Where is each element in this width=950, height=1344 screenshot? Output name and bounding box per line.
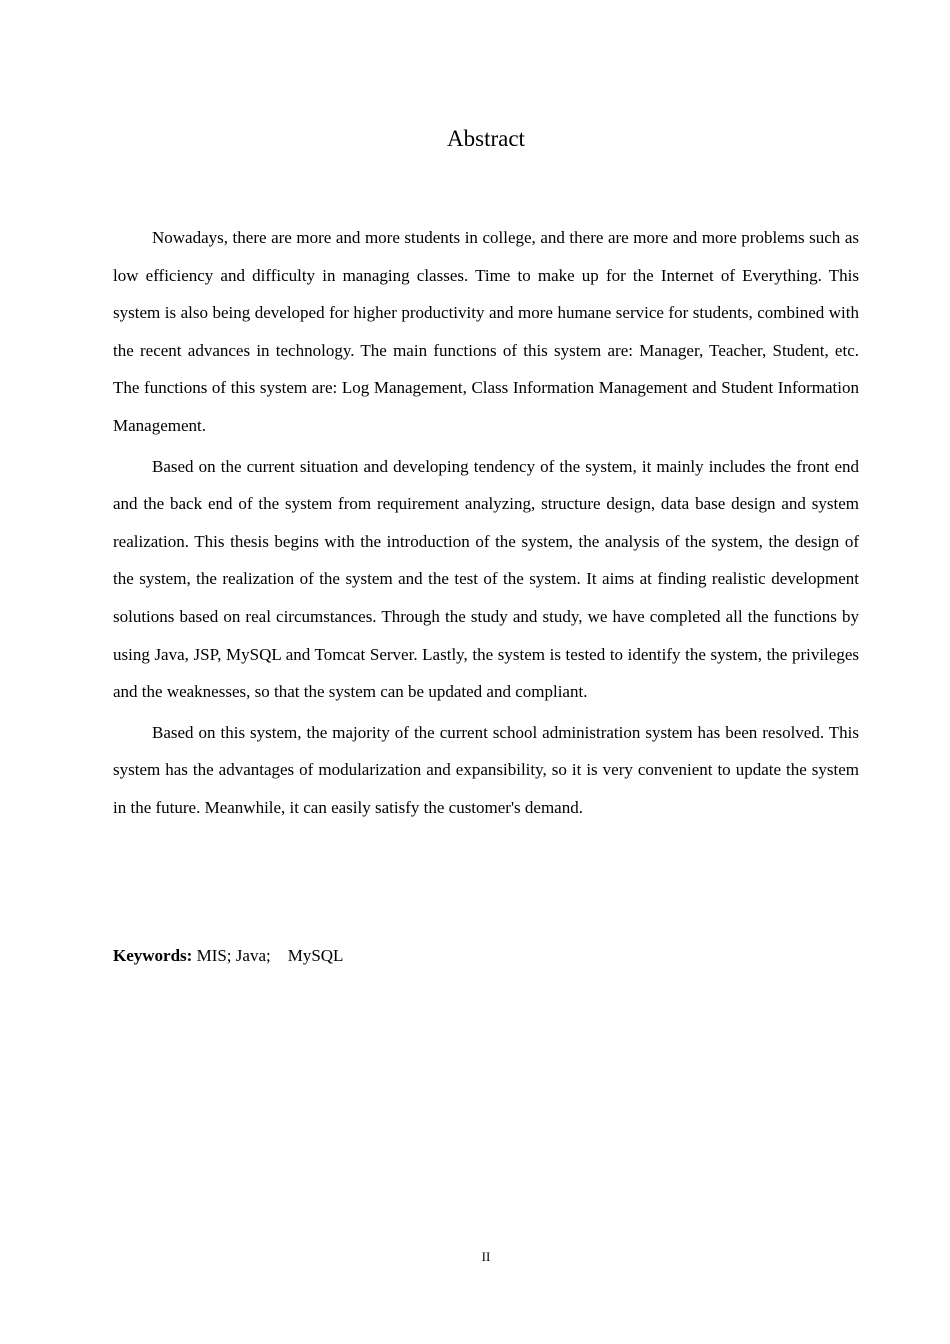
page-number: II	[481, 1249, 491, 1264]
abstract-heading: Abstract	[447, 126, 525, 151]
abstract-paragraph-2: Based on the current situation and developing tendency of the system, it mainly includes the front end and the back end of the system from requirement analyzing, structure design, data base design and system realization. This thesis begins with the introduction of the system, the analysis of the system, the design of the system, the realization of the system and the test of the system. It aims at finding realistic development solutions based on real circumstances. Through the study and study, we have completed all the functions by using Java, JSP, MySQL and Tomcat Server. Lastly, the system is tested to identify the system, the privileges and the weaknesses, so that the system can be updated and compliant.	[113, 456, 859, 702]
keywords-line	[113, 943, 343, 969]
abstract-paragraph-1: Nowadays, there are more and more students in college, and there are more and more problems such as low efficiency and difficulty in managing classes. Time to make up for the Internet of Everything. This system is also being developed for higher productivity and more humane service for students, combined with the recent advances in technology. The main functions of this system are: Manager, Teacher, Student, etc. The functions of this system are: Log Management, Class Information Management and Student Information Management.	[113, 228, 859, 435]
keywords-value: MIS; Java; MySQL	[192, 946, 344, 965]
abstract-paragraph-3: Based on this system, the majority of the current school administration system has been resolved. This system has the advantages of modularization and expansibility, so it is very convenient to update the system in the future. Meanwhile, it can easily satisfy the customer's demand.	[113, 722, 859, 817]
keywords-label: Keywords:	[113, 946, 193, 965]
abstract-body	[113, 219, 859, 827]
